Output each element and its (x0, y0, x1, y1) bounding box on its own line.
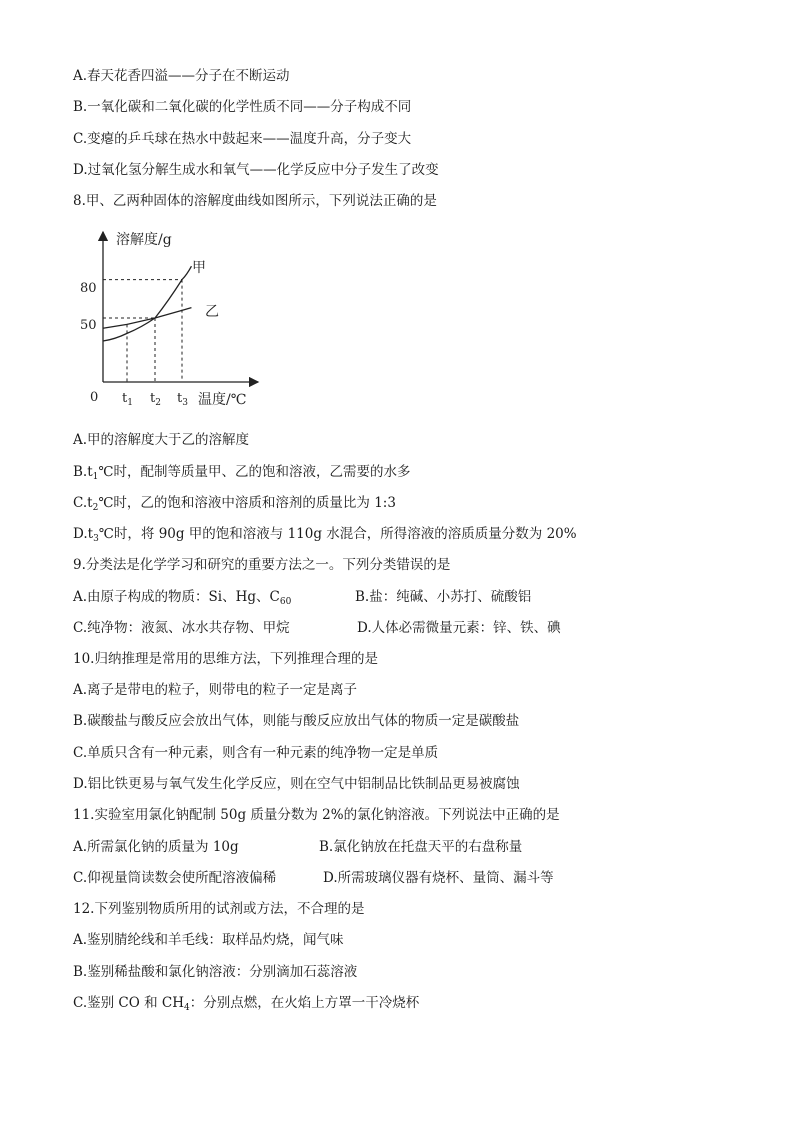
q10-option-d: D.铝比铁更易与氧气发生化学反应，则在空气中铝制品比铁制品更易被腐蚀 (73, 776, 520, 792)
q9-option-a: A.由原子构成的物质：Si、Hg、$C_{60}$ (73, 589, 292, 607)
q10-option-c: C.单质只含有一种元素，则含有一种元素的纯净物一定是单质 (73, 745, 439, 761)
q8-option-b: $B.t_1℃$时，配制等质量甲、乙的饱和溶液，乙需要的水多 (73, 464, 411, 482)
q9-option-d: D.人体必需微量元素：锌、铁、碘 (357, 620, 561, 636)
q11-stem: 11.实验室用氯化钠配制 50g 质量分数为 2%的氯化钠溶液。下列说法中正确的是 (73, 807, 560, 823)
y-tick-50: 50 (80, 318, 97, 333)
q12-option-a: A.鉴别腈纶线和羊毛线：取样品灼烧，闻气味 (73, 932, 344, 948)
q12-option-c: C.鉴别 CO 和 $CH_4$：分别点燃，在火焰上方罩一干冷烧杯 (73, 995, 420, 1013)
curve-jia (103, 266, 191, 341)
x-tick-t3: $t_3$ (177, 391, 188, 408)
q10-option-a: A.离子是带电的粒子，则带电的粒子一定是离子 (73, 682, 358, 698)
q12-option-b: B.鉴别稀盐酸和氯化钠溶液：分别滴加石蕊溶液 (73, 964, 358, 980)
q8-option-a: A.甲的溶解度大于乙的溶解度 (73, 432, 250, 448)
q9-stem: 9.分类法是化学学习和研究的重要方法之一。下列分类错误的是 (73, 557, 451, 573)
q11-option-c: C.仰视量筒读数会使所配溶液偏稀 (73, 870, 277, 886)
y-axis-label: 溶解度/g (116, 232, 172, 248)
x-axis-label: 温度/℃ (198, 392, 247, 408)
q7-option-a: A.春天花香四溢——分子在不断运动 (73, 68, 290, 84)
x-tick-t2: $t_2$ (150, 391, 161, 408)
series-label-jia: 甲 (192, 260, 206, 276)
q8-stem: 8.甲、乙两种固体的溶解度曲线如图所示，下列说法正确的是 (73, 193, 437, 209)
q7-option-d: D.过氧化氢分解生成水和氧气——化学反应中分子发生了改变 (73, 162, 439, 178)
solubility-chart (70, 226, 270, 416)
q9-option-b: B.盐：纯碱、小苏打、硫酸铝 (355, 589, 532, 605)
q12-stem: 12.下列鉴别物质所用的试剂或方法，不合理的是 (73, 901, 365, 917)
q10-option-b: B.碳酸盐与酸反应会放出气体，则能与酸反应放出气体的物质一定是碳酸盐 (73, 713, 520, 729)
q7-option-b: B.一氧化碳和二氧化碳的化学性质不同——分子构成不同 (73, 99, 412, 115)
origin-label: 0 (90, 390, 99, 405)
q9-option-c: C.纯净物：液氮、冰水共存物、甲烷 (73, 620, 290, 636)
y-tick-80: 80 (80, 281, 97, 296)
x-tick-t1: $t_1$ (122, 391, 133, 408)
series-label-yi: 乙 (205, 304, 219, 320)
q11-option-d: D.所需玻璃仪器有烧杯、量筒、漏斗等 (323, 870, 554, 886)
q11-option-b: B.氯化钠放在托盘天平的右盘称量 (319, 839, 523, 855)
q10-stem: 10.归纳推理是常用的思维方法，下列推理合理的是 (73, 651, 378, 667)
q8-option-c: $C.t_2℃$时，乙的饱和溶液中溶质和溶剂的质量比为 1:3 (73, 495, 396, 513)
q11-option-a: A.所需氯化钠的质量为 10g (73, 839, 239, 855)
q8-option-d: $D.t_3℃$时，将 90g 甲的饱和溶液与 110g 水混合，所得溶液的溶质质量分数为 20% (73, 526, 577, 544)
q7-option-c: C.变瘪的乒乓球在热水中鼓起来——温度升高，分子变大 (73, 131, 412, 147)
